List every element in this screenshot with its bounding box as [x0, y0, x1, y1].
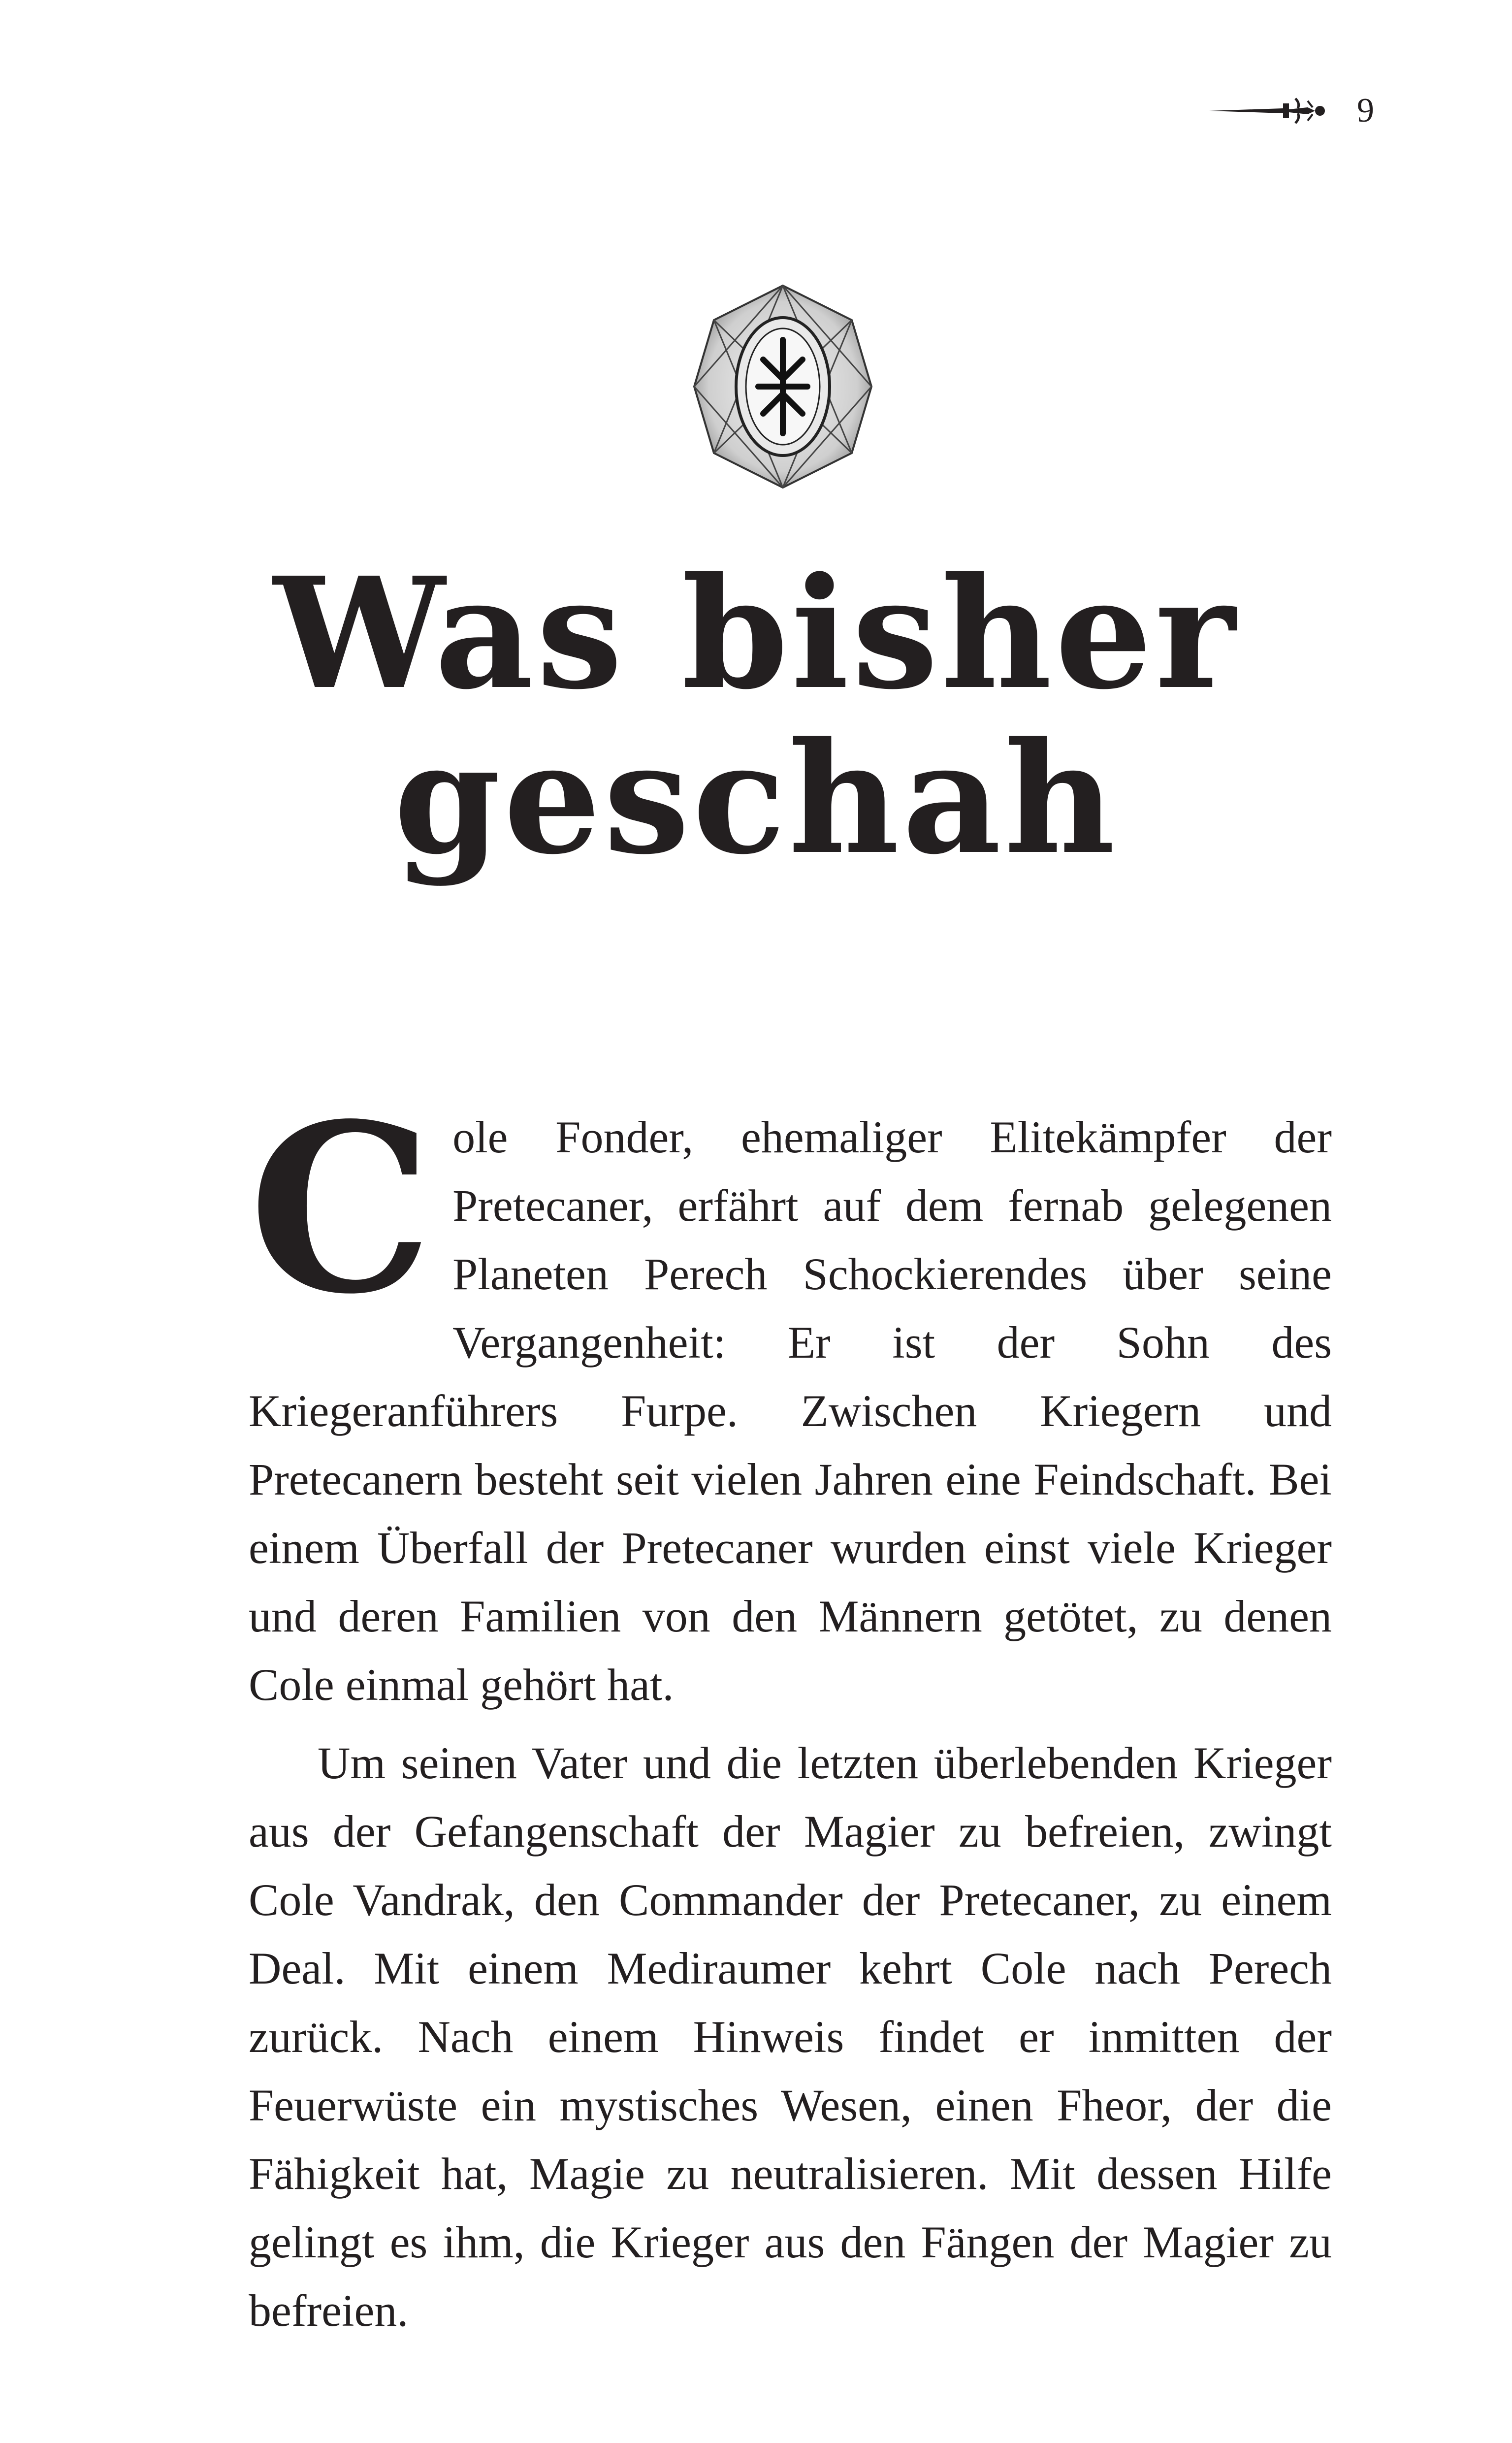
page-number: 9 [1357, 92, 1374, 130]
chapter-title-line2: geschah [394, 709, 1118, 888]
rune-seal-icon [689, 281, 876, 492]
chapter-title-line1: Was bisher [273, 544, 1239, 723]
paragraph-2: Um seinen Vater und die letzten überlebenden Krieger aus der Gefangenschaft der Magier zu befreien, zwingt Cole Vandrak, den Commander der Pretecaner, zu einem Deal. Mit einem Mediraumer kehrt Cole nach Perech zurück. Nach einem Hinweis findet er inmitten der Feuerwüste ein mystisches Wesen, einen Fheor, der die Fähigkeit hat, Magie zu neutralisieren. Mit dessen Hilfe gelingt es ihm, die Krieger aus den Fängen der Magier zu befreien. [249, 1738, 1332, 2336]
dagger-icon [1209, 89, 1337, 133]
paragraph-1-text: ole Fonder, ehemaliger Elitekämpfer der Pretecaner, erfährt auf dem fernab gelegenen Planeten Perech Schockierendes über seine Vergangenheit: Er ist der Sohn des Kriegeranführers Furpe. Zwischen Kriegern und Pretecanern besteht seit vielen Jahren eine Feindschaft. Bei einem Überfall der Pretecaner wurden einst viele Krieger und deren Familien von den Männern getötet, zu denen Cole einmal gehört hat. [249, 1112, 1332, 1710]
body-text [249, 1073, 1332, 2345]
page-header [1209, 89, 1374, 133]
paragraph-1 [249, 1073, 1332, 1719]
drop-cap: C [249, 1073, 433, 1345]
chapter-title [0, 544, 1512, 888]
